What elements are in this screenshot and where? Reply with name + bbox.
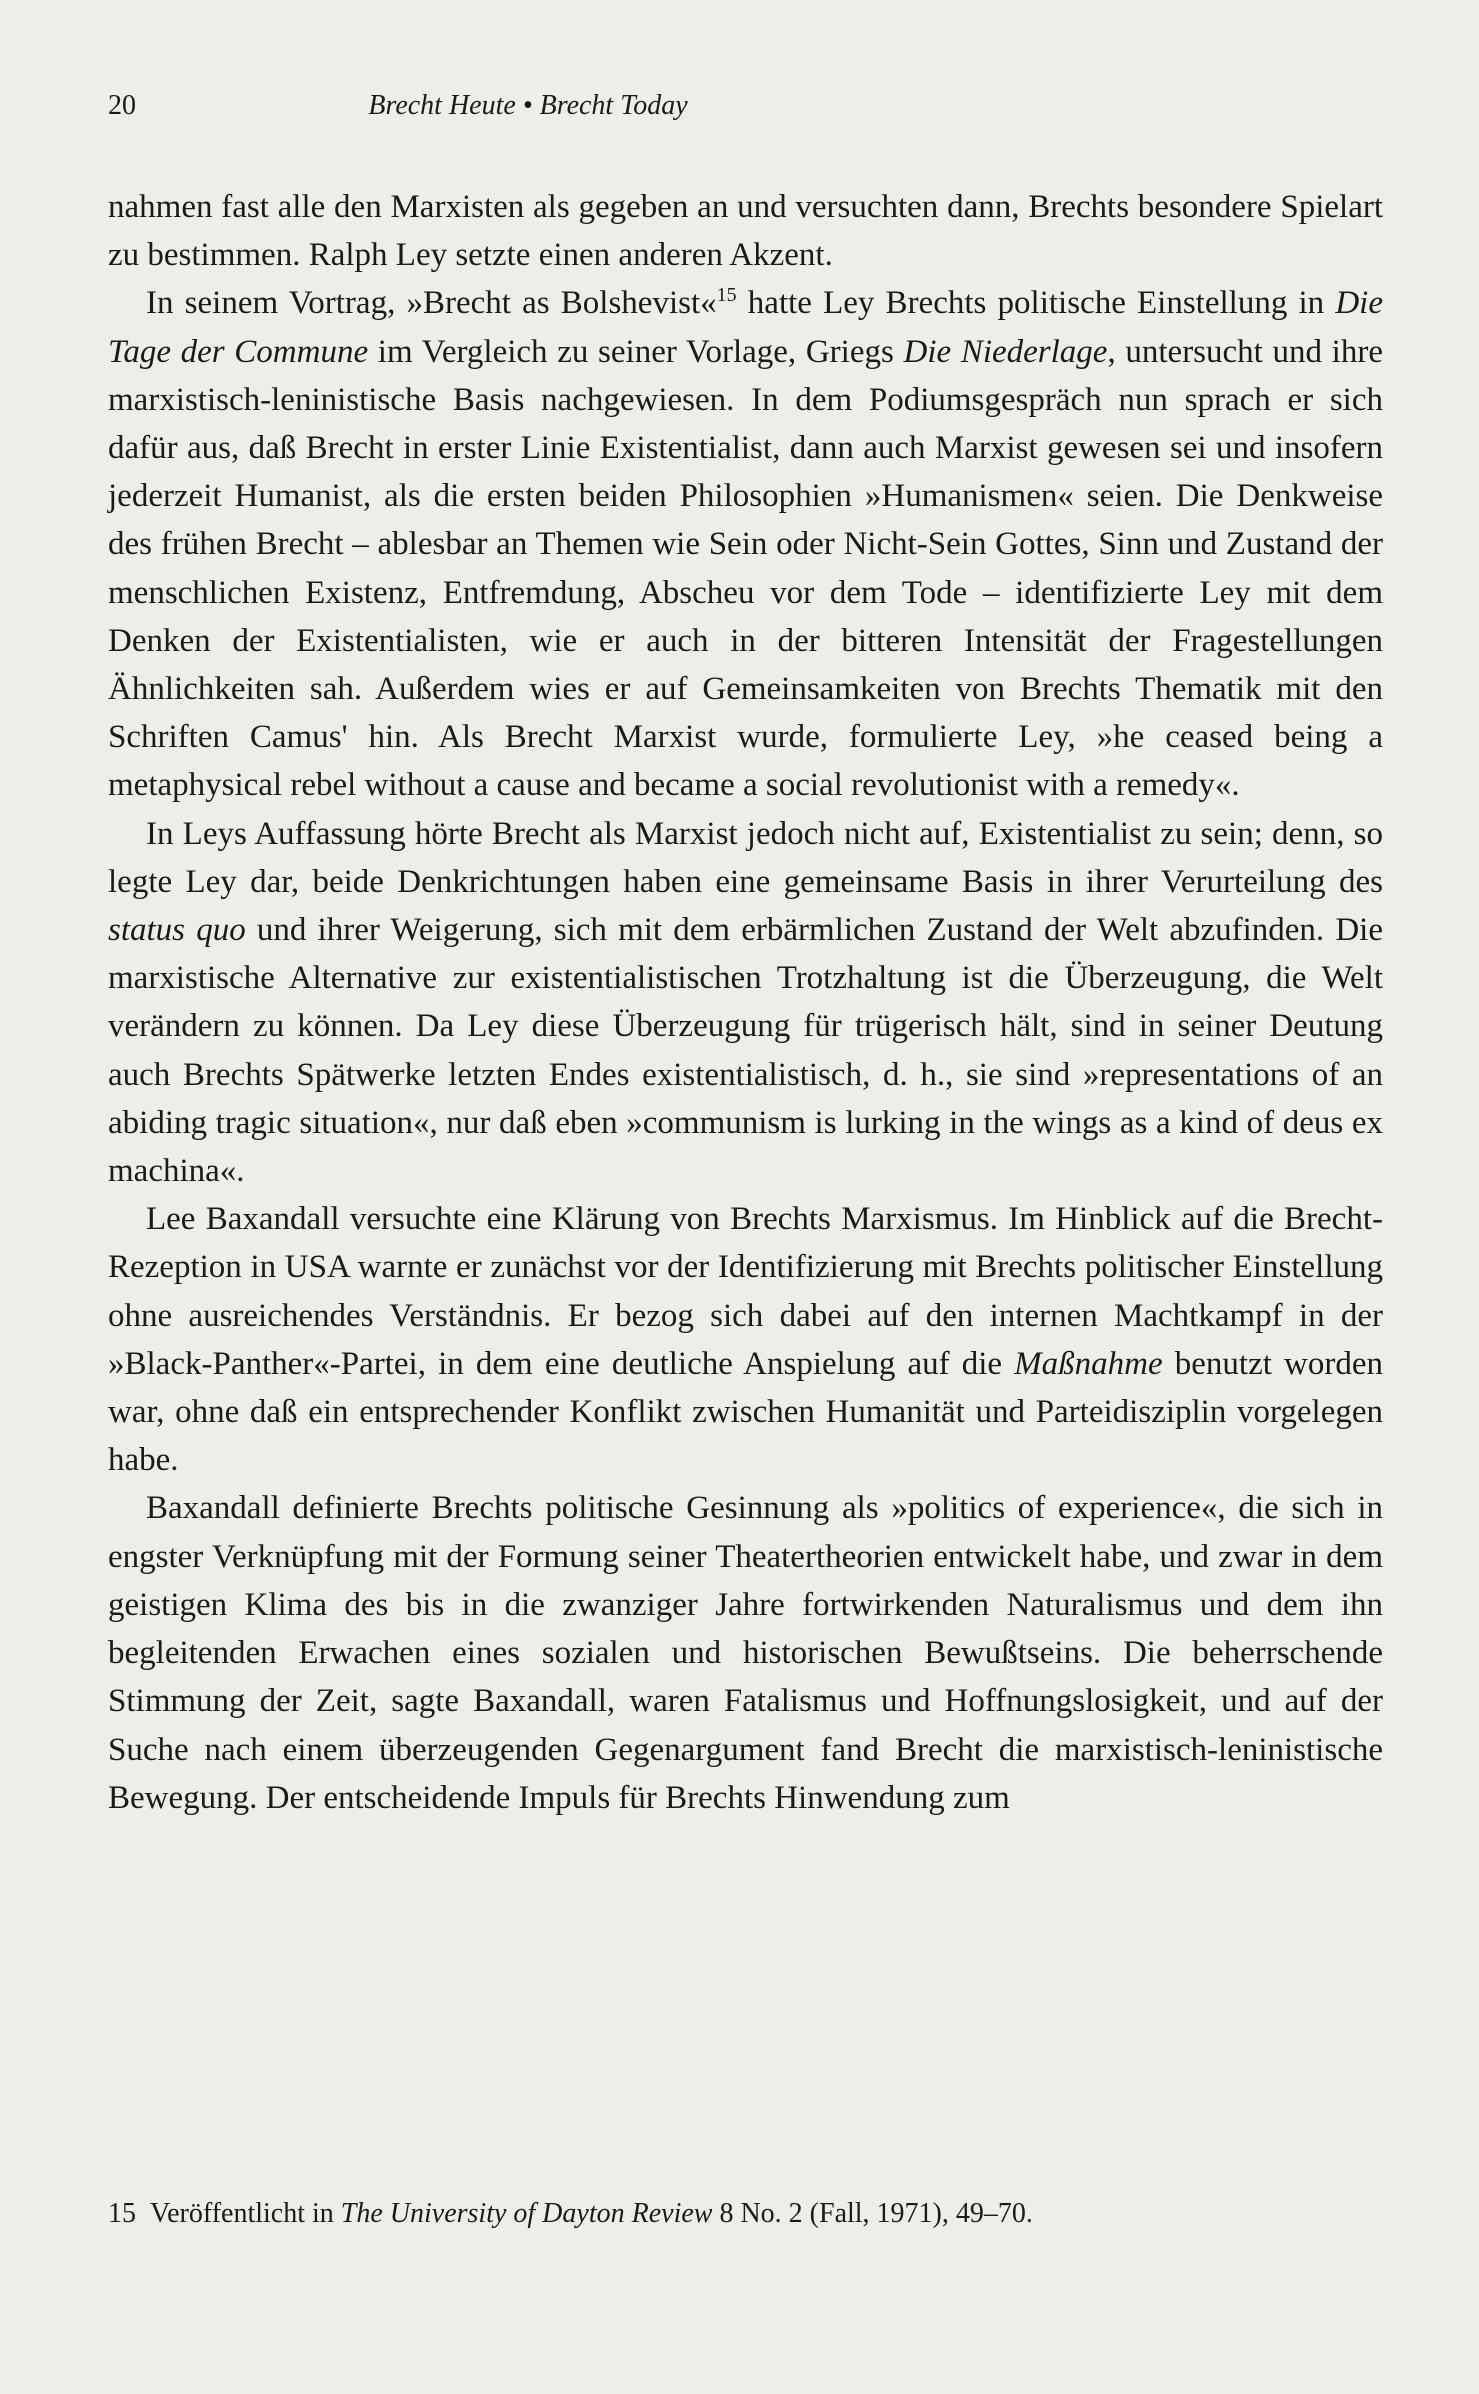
- paragraph: [108, 1195, 1383, 1484]
- italic-title: Die Tage der Commune: [108, 285, 1383, 370]
- page-number: 20: [108, 90, 136, 121]
- footnote: [108, 2195, 1383, 2233]
- text-run: In Leys Auffassung hörte Brecht als Marxist jedoch nicht auf, Existentialist zu sein; denn, so legte Ley dar, beide Denkrichtungen haben eine gemeinsame Basis in ihrer Verurteilung des: [108, 815, 1383, 900]
- footnote-reference: 15: [716, 284, 737, 307]
- paragraph: [108, 810, 1383, 1196]
- paragraph: [108, 279, 1383, 809]
- text-run: nahmen fast alle den Marxisten als gegeben an und versuchten dann, Brechts besondere Spielart zu bestimmen. Ralph Ley setzte einen anderen Akzent.: [108, 189, 1383, 274]
- footnote-text-after: 8 No. 2 (Fall, 1971), 49–70.: [712, 2198, 1033, 2229]
- page-header: [108, 90, 948, 130]
- footnote-number: 15: [108, 2198, 136, 2229]
- text-run: benutzt worden war, ohne daß ein entsprechender Konflikt zwischen Humanität und Parteidisziplin vorgelegen habe.: [108, 1345, 1383, 1479]
- paragraph: [108, 183, 1383, 279]
- text-run: Lee Baxandall versuchte eine Klärung von Brechts Marxismus. Im Hinblick auf die Brecht-Rezeption in USA warnte er zunächst vor der Identifizierung mit Brechts politischer Einstellung ohne ausreichendes Verständnis. Er bezog sich dabei auf den internen Machtkampf in der »Black-Panther«-Partei, in dem eine deutliche Anspielung auf die: [108, 1201, 1383, 1382]
- text-run: im Vergleich zu seiner Vorlage, Griegs: [368, 333, 904, 370]
- running-title: Brecht Heute • Brecht Today: [368, 90, 688, 121]
- text-run: Baxandall definierte Brechts politische Gesinnung als »politics of experience«, die sich in engster Verknüpfung mit der Formung seiner Theatertheorien entwickelt habe, und zwar in dem geistigen Klima des bis in die zwanziger Jahre fortwirkenden Naturalismus und dem ihn begleitenden Erwachen eines sozialen und historischen Bewußtseins. Die beherrschende Stimmung der Zeit, sagte Baxandall, waren Fatalismus und Hoffnungslosigkeit, und auf der Suche nach einem überzeugenden Gegenargument fand Brecht die marxistisch-leninistische Bewegung. Der entscheidende Impuls für Brechts Hinwendung zum: [108, 1490, 1383, 1816]
- text-run: In seinem Vortrag, »Brecht as Bolshevist«: [146, 285, 717, 322]
- text-run: und ihrer Weigerung, sich mit dem erbärmlichen Zustand der Welt abzufinden. Die marxistische Alternative zur existentialistischen Trotzhaltung ist die Überzeugung, die Welt verändern zu können. Da Ley diese Überzeugung für trügerisch hält, sind in seiner Deutung auch Brechts Spätwerke letzten Endes existentialistisch, d. h., sie sind »representations of an abiding tragic situation«, nur daß eben »communism is lurking in the wings as a kind of deus ex machina«.: [108, 912, 1384, 1190]
- paragraph: [108, 1484, 1383, 1821]
- body-text: [108, 183, 1383, 1822]
- italic-title: status quo: [108, 912, 246, 949]
- italic-title: Maßnahme: [1014, 1345, 1163, 1382]
- footnote-journal-title: The University of Dayton Review: [340, 2198, 713, 2229]
- text-run: hatte Ley Brechts politische Einstellung in: [736, 285, 1336, 322]
- footnote-text-before: Veröffentlicht in: [150, 2198, 341, 2229]
- text-run: , untersucht und ihre marxistisch-leninistische Basis nachgewiesen. In dem Podiumsgespräch nun sprach er sich dafür aus, daß Brecht in erster Linie Existentialist, dann auch Marxist gewesen sei und insofern jederzeit Humanist, als die ersten beiden Philosophien »Humanismen« seien. Die Denkweise des frühen Brecht – ablesbar an Themen wie Sein oder Nicht-Sein Gottes, Sinn und Zustand der menschlichen Existenz, Entfremdung, Abscheu vor dem Tode – identifizierte Ley mit dem Denken der Existentialisten, wie er auch in der bitteren Intensität der Fragestellungen Ähnlichkeiten sah. Außerdem wies er auf Gemeinsamkeiten von Brechts Thematik mit den Schriften Camus' hin. Als Brecht Marxist wurde, formulierte Ley, »he ceased being a metaphysical rebel without a cause and became a social revolutionist with a remedy«.: [108, 333, 1383, 804]
- italic-title: Die Niederlage: [903, 333, 1108, 370]
